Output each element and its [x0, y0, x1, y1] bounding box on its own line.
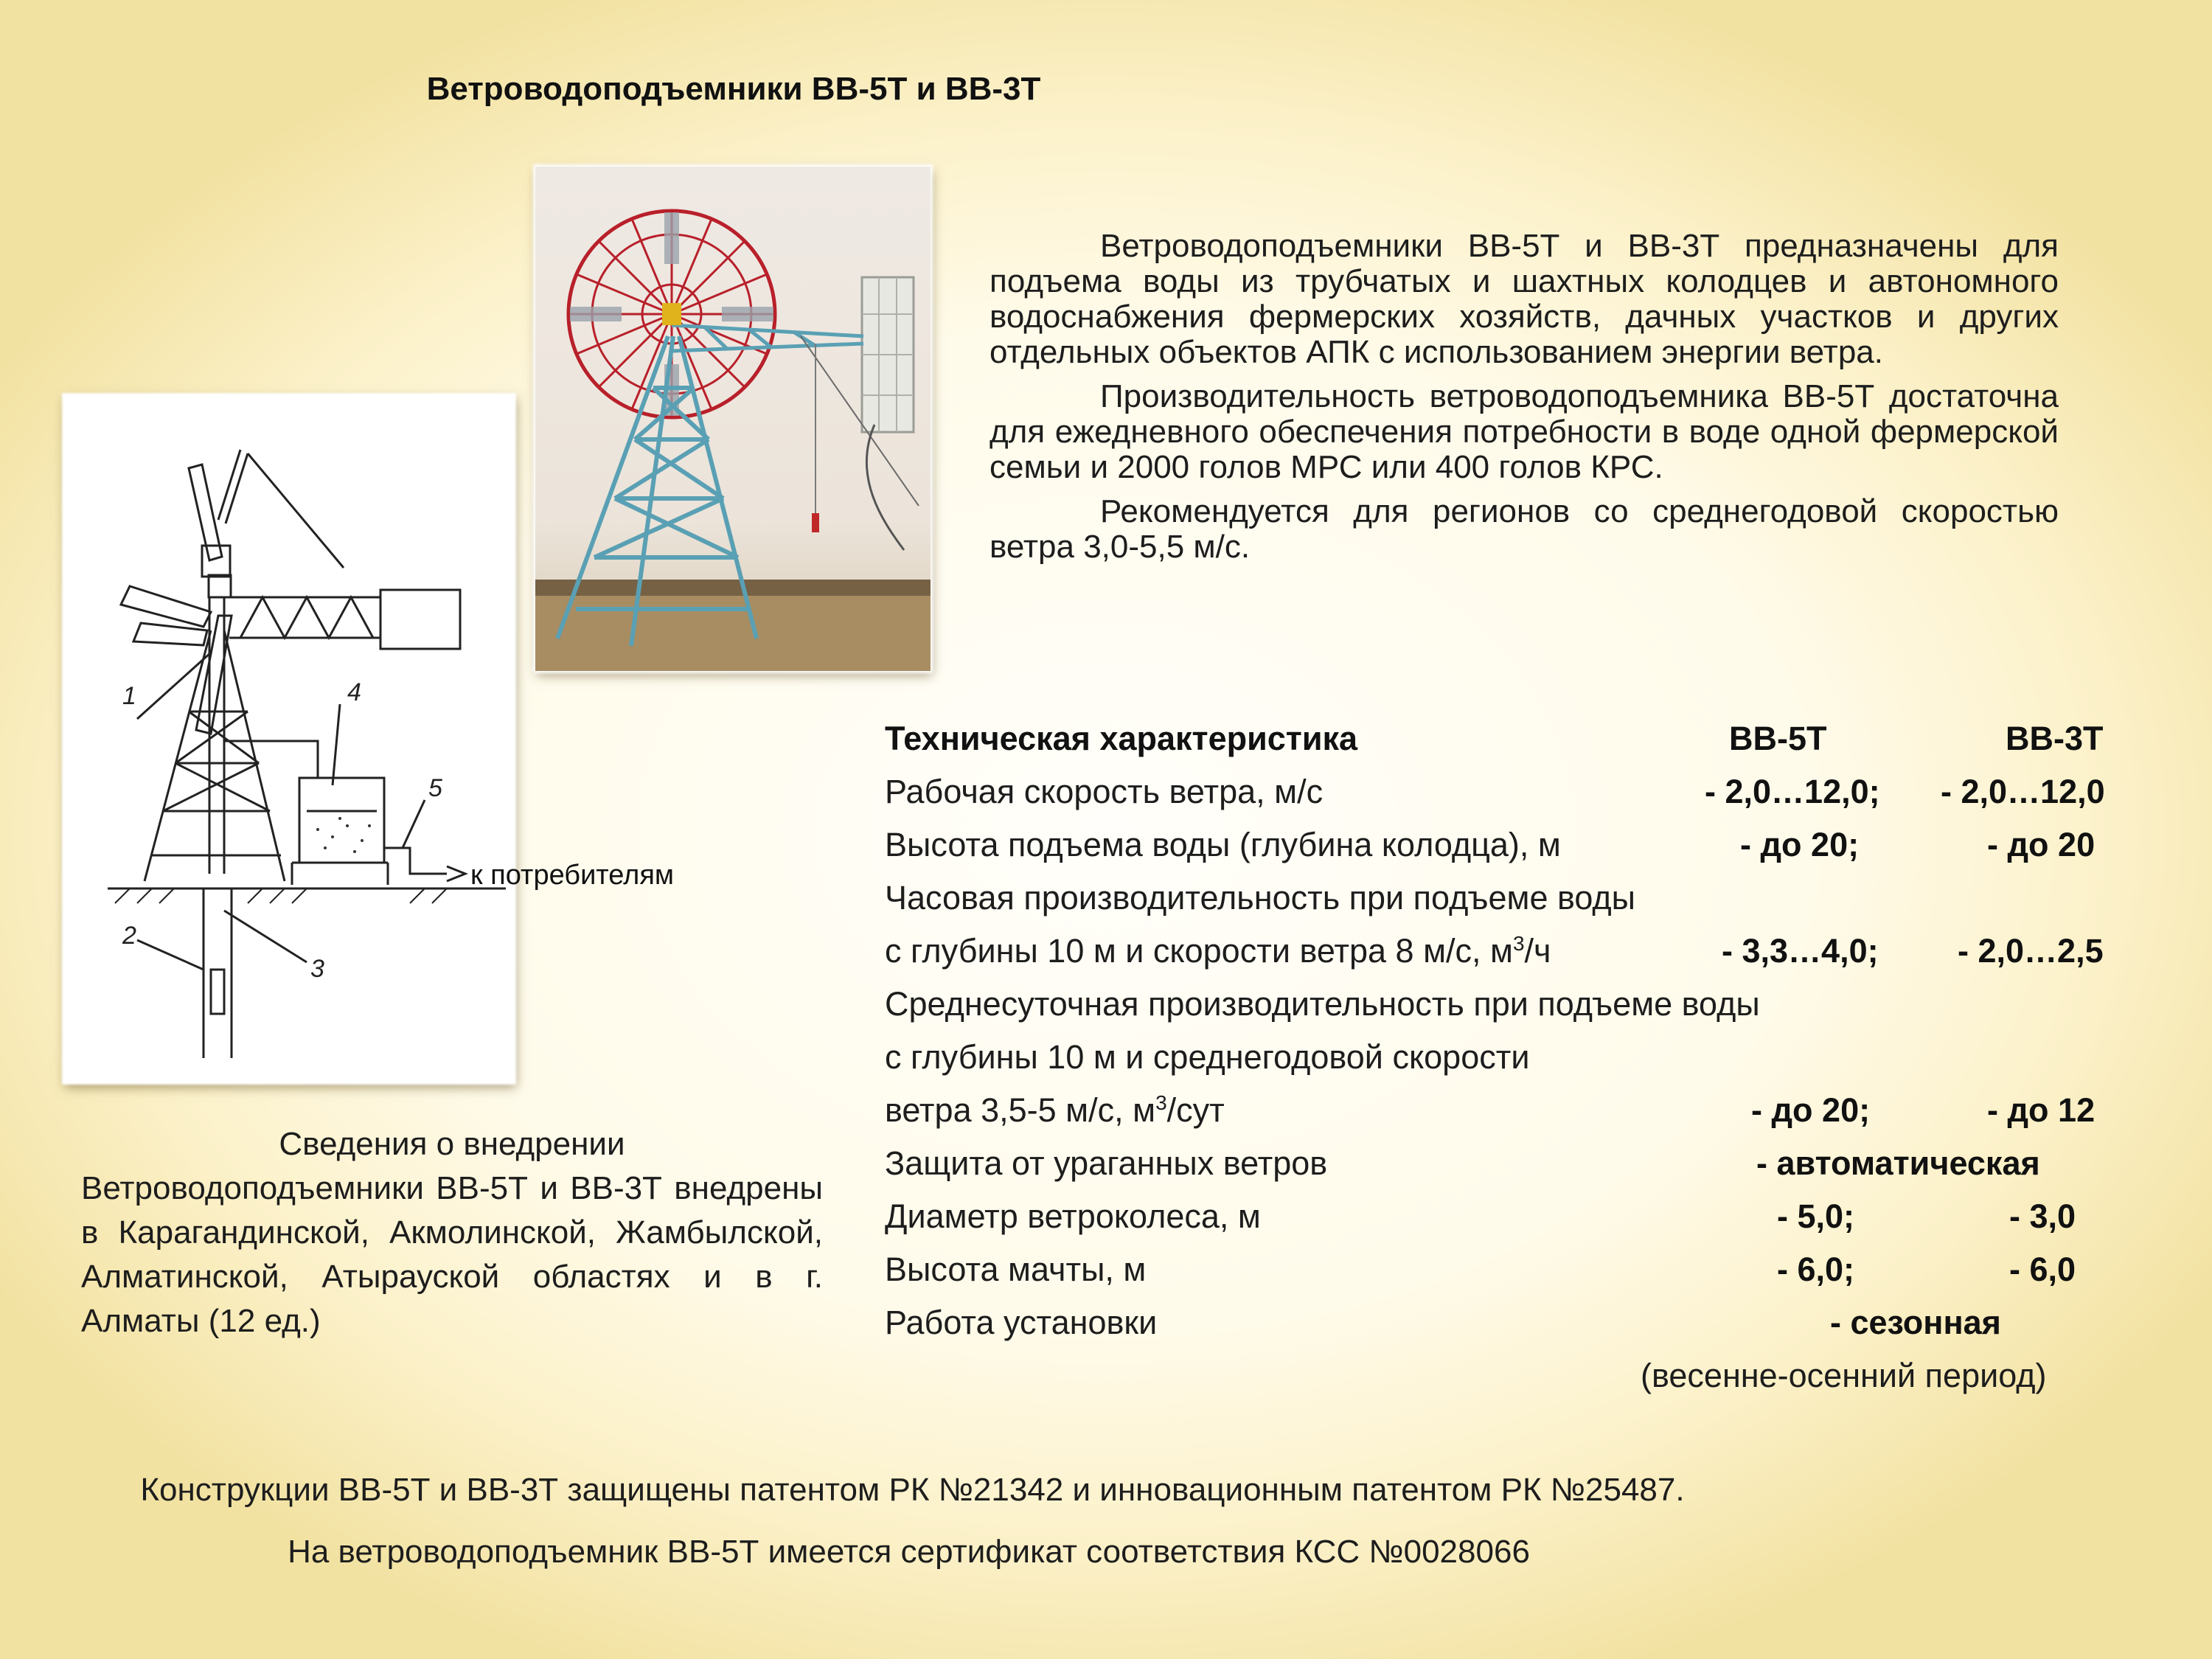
spec-value-col1: - 2,0…12,0;: [1705, 773, 1880, 810]
implementation-heading: Сведения о внедрении: [279, 1126, 625, 1162]
specs-header-row: [885, 720, 2138, 773]
spec-value-col2: - до 20: [1987, 826, 2096, 863]
callout-2: 2: [122, 922, 136, 950]
spec-label: Высота подъема воды (глубина колодца), м: [885, 826, 1561, 863]
implementation-info: [81, 1122, 823, 1343]
specs-header-label: Техническая характеристика: [885, 720, 1358, 757]
spec-row-mast-height: [885, 1251, 2138, 1304]
technical-drawing-illustration: [63, 394, 515, 1083]
certificate-note: На ветроводоподъемник ВВ-5Т имеется сертификат соответствия КСС №0028066: [288, 1534, 1530, 1570]
spec-value-col1: - 5,0;: [1777, 1197, 1855, 1235]
spec-label: Диаметр ветроколеса, м: [885, 1197, 1261, 1235]
spec-label: [885, 932, 1551, 970]
spec-row-operation: [885, 1304, 2138, 1357]
callout-5: 5: [428, 774, 442, 802]
spec-value-col2: - 2,0…2,5: [1958, 932, 2104, 970]
specs-table: [885, 720, 2138, 1410]
spec-label: Рабочая скорость ветра, м/с: [885, 773, 1324, 810]
callout-4: 4: [347, 678, 361, 706]
spec-value-col2: - 3,0: [2009, 1197, 2076, 1235]
spec-row-wind-speed: [885, 773, 2138, 826]
spec-value-common: - автоматическая: [1756, 1144, 2040, 1182]
spec-label: Среднесуточная производительность при подъеме воды: [885, 985, 1760, 1023]
spec-value-col1: - до 20;: [1751, 1091, 1871, 1129]
spec-note: (весенне-осенний период): [1641, 1357, 2047, 1394]
spec-label: Часовая производительность при подъеме воды: [885, 879, 1636, 917]
intro-text: [990, 229, 2059, 574]
spec-label: [885, 1091, 1225, 1130]
spec-row-rotor-diameter: [885, 1197, 2138, 1251]
spec-value-col2: - до 12: [1987, 1091, 2096, 1129]
callout-1: 1: [122, 682, 136, 710]
spec-row-operation-note: [885, 1357, 2138, 1410]
consumer-label: к потребителям: [470, 860, 675, 891]
patents-note: Конструкции ВВ-5Т и ВВ-3Т защищены патентом РК №21342 и инновационным патентом РК №25487.: [140, 1472, 1685, 1508]
spec-value-common: - сезонная: [1830, 1304, 2001, 1341]
specs-header-col2: ВВ-3Т: [2006, 720, 2104, 757]
page-title: Ветроводоподъемники ВВ-5Т и ВВ-3Т: [426, 71, 1041, 107]
spec-value-col2: - 6,0: [2009, 1251, 2076, 1288]
specs-header-col1: ВВ-5Т: [1729, 720, 1827, 757]
spec-row-lift-height: [885, 826, 2138, 879]
unit-superscript: 3: [1512, 932, 1525, 955]
spec-row-storm-protection: [885, 1144, 2138, 1197]
intro-paragraph-recommendation: Рекомендуется для регионов со среднегодовой скоростью ветра 3,0-5,5 м/с.: [990, 493, 2059, 565]
unit-tail: /ч: [1524, 932, 1551, 970]
spec-value-col1: - до 20;: [1740, 826, 1860, 863]
spec-label: Высота мачты, м: [885, 1251, 1147, 1288]
spec-label: Работа установки: [885, 1304, 1158, 1341]
implementation-text: Ветроводоподъемники ВВ-5Т и ВВ-3Т внедрены в Карагандинской, Акмолинской, Жамбылской, Алматинской, Атырауской областях и в г. Алматы (12 ед.): [81, 1170, 823, 1339]
spec-row-hourly-line2: [885, 932, 2138, 985]
spec-value-col1: - 6,0;: [1777, 1251, 1855, 1288]
technical-drawing: [63, 394, 515, 1083]
intro-paragraph-purpose: Ветроводоподъемники ВВ-5Т и ВВ-3Т предназначены для подъема воды из трубчатых и шахтных колодцев и автономного водоснабжения фермерских хозяйств, дачных участков и других отдельных объектов АПК с использованием энергии ветра.: [990, 228, 2059, 370]
spec-row-daily-line3: [885, 1091, 2138, 1144]
spec-label: с глубины 10 м и среднегодовой скорости: [885, 1038, 1530, 1076]
spec-label-text: ветра 3,5-5 м/с, м: [885, 1091, 1156, 1129]
windmill-photo-illustration: [535, 167, 931, 671]
spec-value-col1: - 3,3…4,0;: [1722, 932, 1879, 970]
spec-label: Защита от ураганных ветров: [885, 1144, 1328, 1182]
spec-row-daily-line2: [885, 1038, 2138, 1091]
spec-row-hourly-line1: [885, 879, 2138, 932]
intro-paragraph-capacity: Производительность ветроводоподъемника ВВ-5Т достаточна для ежедневного обеспечения потребности в воде одной фермерской семьи и 2000 голов МРС или 400 голов КРС.: [990, 378, 2059, 485]
spec-label-text: с глубины 10 м и скорости ветра 8 м/с, м: [885, 932, 1513, 970]
unit-tail: /сут: [1166, 1091, 1225, 1129]
unit-superscript: 3: [1155, 1091, 1167, 1114]
windmill-photo: [535, 167, 931, 671]
spec-value-col2: - 2,0…12,0: [1941, 773, 2105, 810]
spec-row-daily-line1: [885, 985, 2138, 1038]
callout-3: 3: [310, 955, 324, 983]
